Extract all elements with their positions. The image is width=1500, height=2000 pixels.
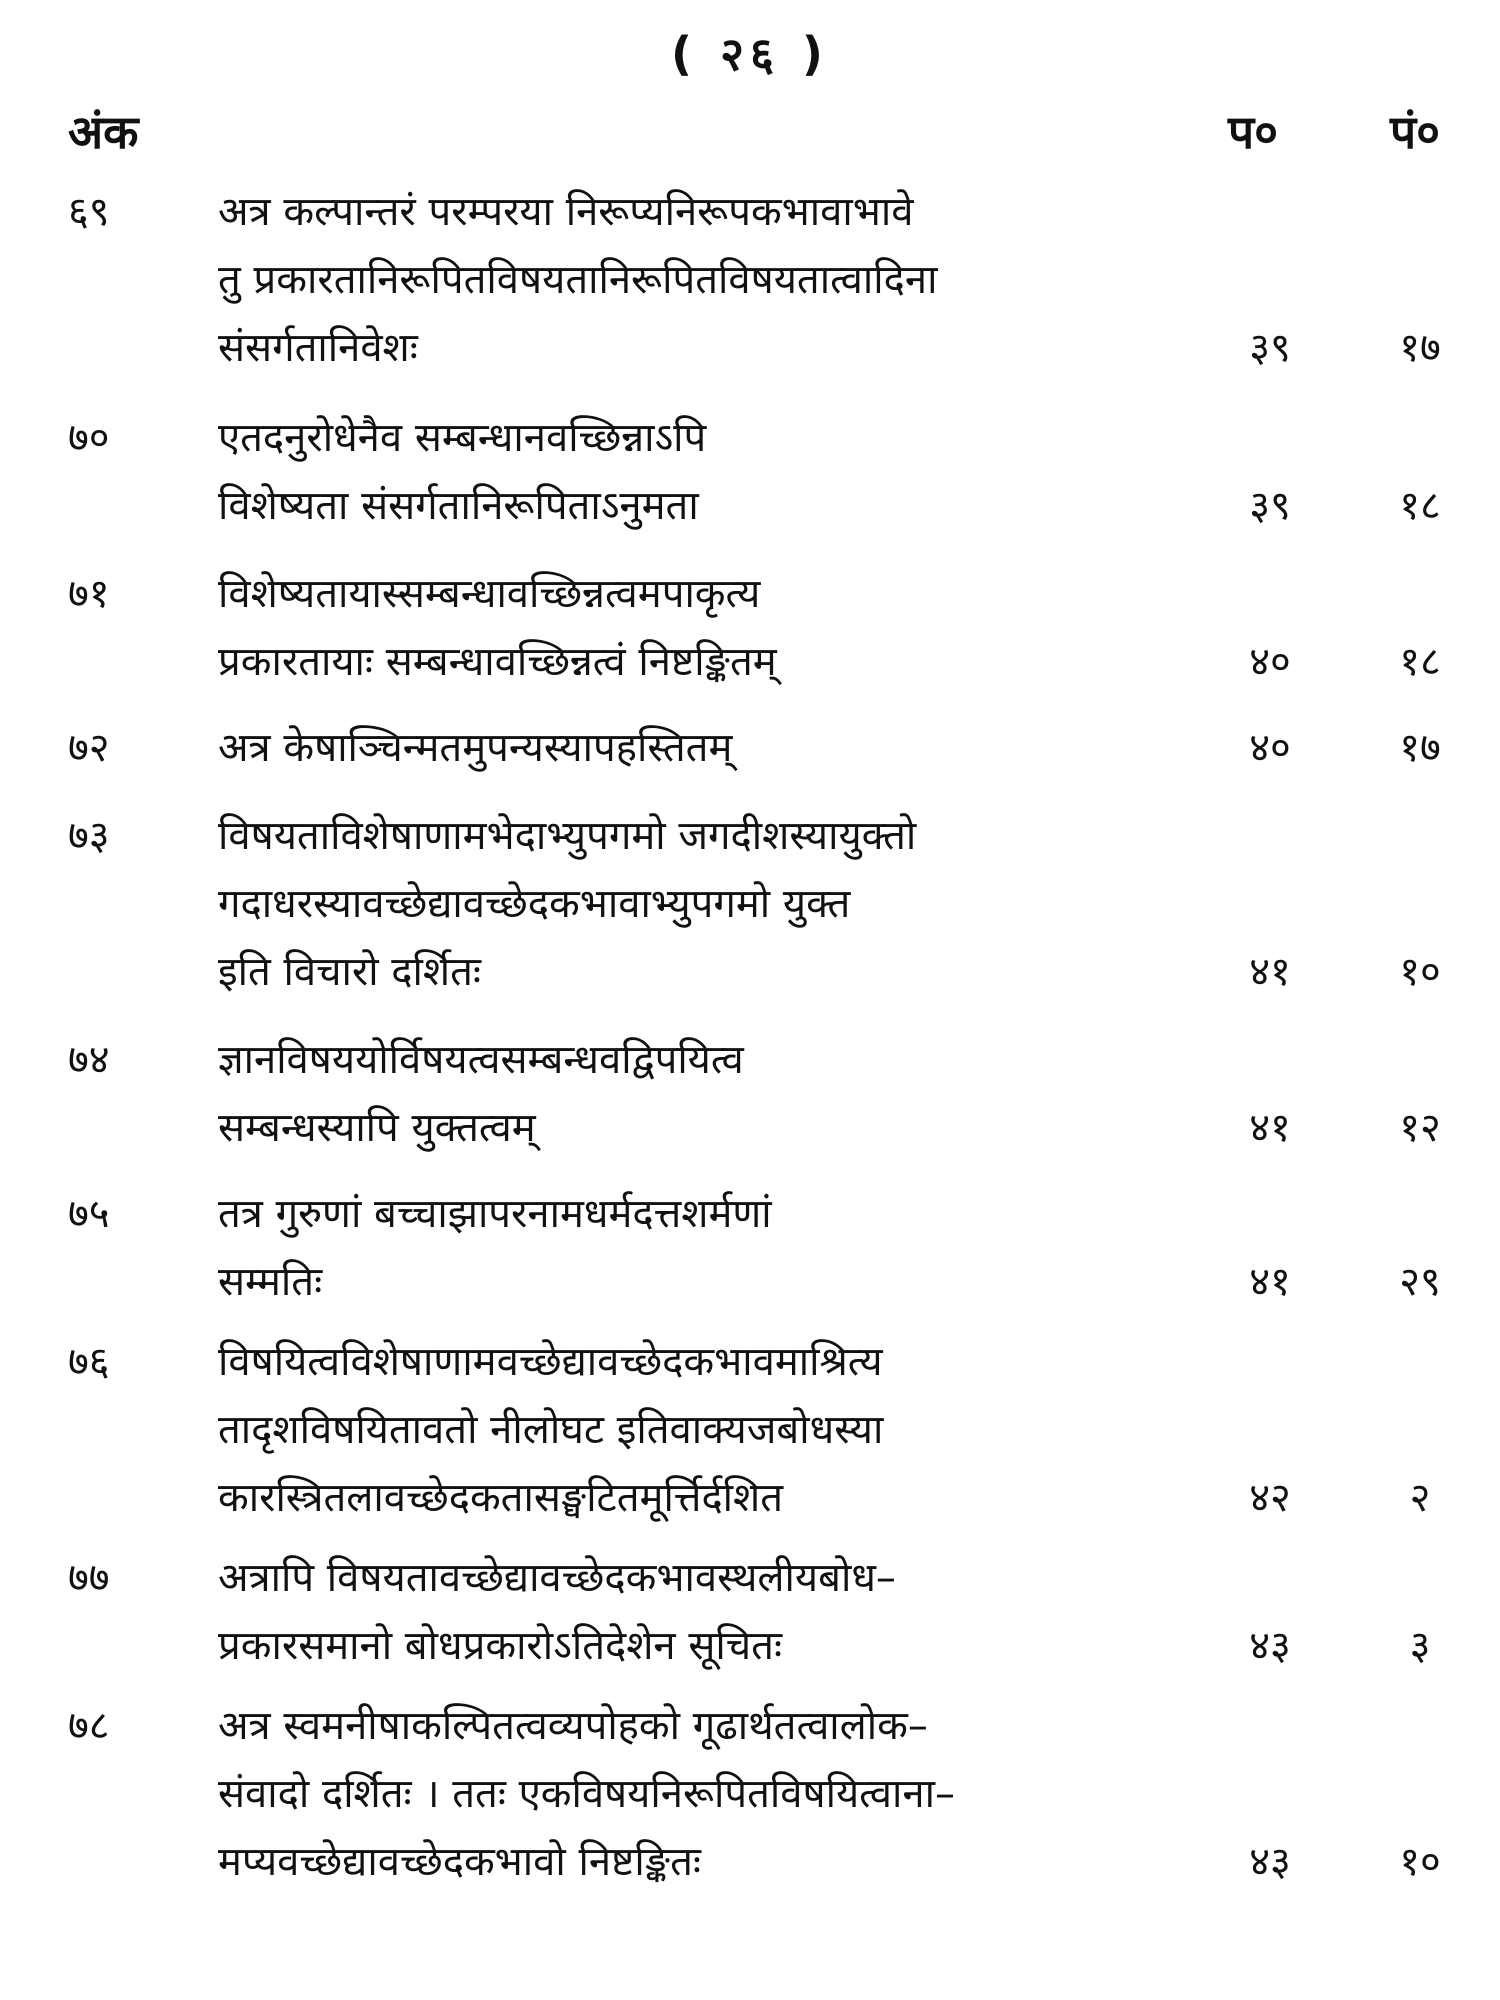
entry-text-line: मप्यवच्छेद्यावच्छेदकभावो निष्टङ्कितः xyxy=(218,1839,701,1885)
entry-page: ३९ xyxy=(1249,483,1291,529)
entry-text-line: प्रकारतायाः सम्बन्धावच्छिन्नत्वं निष्टङ्कितम् xyxy=(218,639,777,685)
entry-text-line: प्रकारसमानो बोधप्रकारोऽतिदेशेन सूचितः xyxy=(218,1623,783,1669)
entry-number: ६९ xyxy=(68,189,110,235)
entry-text-line: विशेष्यता संसर्गतानिरूपिताऽनुमता xyxy=(218,483,699,529)
entry-text-line: कारस्त्रितलावच्छेदकतासङ्घटितमूर्त्तिर्दशित xyxy=(218,1475,784,1521)
entry-line: १८ xyxy=(1399,639,1441,685)
entry-number: ७७ xyxy=(68,1555,110,1601)
entry-text-line: इति विचारो दर्शितः xyxy=(218,949,481,995)
entry-text-line: अत्र केषाञ्चिन्मतमुपन्यस्यापहस्तितम् xyxy=(218,725,733,771)
entry-text-line: अत्रापि विषयतावच्छेद्यावच्छेदकभावस्थलीयबोध– xyxy=(218,1555,896,1601)
index-entry xyxy=(0,404,1500,540)
entry-line: १२ xyxy=(1399,1105,1441,1151)
entry-page: ३९ xyxy=(1249,325,1291,371)
entry-page: ४० xyxy=(1249,639,1291,685)
entry-line: १७ xyxy=(1399,725,1441,771)
entry-text xyxy=(218,178,1238,382)
index-entry xyxy=(0,802,1500,1006)
entry-line: १८ xyxy=(1399,483,1441,529)
entry-text-line: ज्ञानविषययोर्विषयत्वसम्बन्धवद्विपयित्व xyxy=(218,1037,744,1083)
entry-text xyxy=(218,404,1238,540)
entry-number: ७१ xyxy=(68,571,110,617)
entry-number: ७० xyxy=(68,415,110,461)
index-entry xyxy=(0,560,1500,696)
header-number-label: अंक xyxy=(68,105,139,159)
entry-text-line: संवादो दर्शितः । ततः एकविषयनिरूपितविषयित्वाना– xyxy=(218,1771,955,1817)
entry-line: २ xyxy=(1409,1475,1431,1521)
column-header xyxy=(0,100,1500,160)
entry-line: १७ xyxy=(1399,325,1441,371)
entry-page: ४२ xyxy=(1249,1475,1291,1521)
entry-text-line: एतदनुरोधेनैव सम्बन्धानवच्छिन्नाऽपि xyxy=(218,415,707,461)
entry-text-line: तादृशविषयितावतो नीलोघट इतिवाक्यजबोधस्या xyxy=(218,1407,884,1453)
entry-text-line: अत्र स्वमनीषाकल्पितत्वव्यपोहको गूढार्थतत्वालोक– xyxy=(218,1703,928,1749)
entry-text-line: अत्र कल्पान्तरं परम्परया निरूप्यनिरूपकभावाभावे xyxy=(218,189,914,235)
entry-text-line: तु प्रकारतानिरूपितविषयतानिरूपितविषयतात्वादिना xyxy=(218,257,938,303)
entry-text xyxy=(218,1544,1238,1680)
index-entry xyxy=(0,178,1500,382)
entry-line: ३ xyxy=(1409,1623,1431,1669)
entry-text-line: विषयित्वविशेषाणामवच्छेद्यावच्छेदकभावमाश्रित्य xyxy=(218,1339,883,1385)
entry-line: १० xyxy=(1399,1839,1441,1885)
entry-text xyxy=(218,1026,1238,1162)
entry-page: ४३ xyxy=(1249,1839,1291,1885)
entry-text xyxy=(218,802,1238,1006)
entry-text-line: तत्र गुरुणां बच्चाझापरनामधर्मदत्तशर्मणां xyxy=(218,1191,772,1237)
entry-text xyxy=(218,1328,1238,1532)
index-entry xyxy=(0,1328,1500,1532)
header-page-label: प० xyxy=(1228,105,1279,159)
index-entry xyxy=(0,1692,1500,1896)
entry-text xyxy=(218,1692,1238,1896)
entry-number: ७५ xyxy=(68,1191,110,1237)
entry-number: ७६ xyxy=(68,1339,110,1385)
entry-page: ४३ xyxy=(1249,1623,1291,1669)
page-number: ( २६ ) xyxy=(671,27,829,81)
entry-text xyxy=(218,714,1238,782)
entry-page: ४१ xyxy=(1249,949,1291,995)
entry-number: ७३ xyxy=(68,813,110,859)
entry-text xyxy=(218,1180,1238,1316)
entry-text-line: सम्बन्धस्यापि युक्तत्वम् xyxy=(218,1105,536,1151)
index-entry xyxy=(0,1180,1500,1316)
entry-number: ७४ xyxy=(68,1037,110,1083)
entry-number: ७८ xyxy=(68,1703,110,1749)
index-entries xyxy=(0,178,1500,1896)
entry-text-line: सम्मतिः xyxy=(218,1259,323,1305)
index-entry xyxy=(0,1544,1500,1680)
entry-text-line: संसर्गतानिवेशः xyxy=(218,325,418,371)
entry-text xyxy=(218,560,1238,696)
entry-text-line: विषयताविशेषाणामभेदाभ्युपगमो जगदीशस्यायुक्तो xyxy=(218,813,917,859)
entry-page: ४० xyxy=(1249,725,1291,771)
index-entry xyxy=(0,1026,1500,1162)
entry-page: ४१ xyxy=(1249,1259,1291,1305)
entry-text-line: गदाधरस्यावच्छेद्यावच्छेदकभावाभ्युपगमो युक्त xyxy=(218,881,851,927)
entry-line: २९ xyxy=(1399,1259,1441,1305)
entry-number: ७२ xyxy=(68,725,110,771)
index-entry xyxy=(0,714,1500,782)
entry-page: ४१ xyxy=(1249,1105,1291,1151)
entry-text-line: विशेष्यतायास्सम्बन्धावच्छिन्नत्वमपाकृत्य xyxy=(218,571,761,617)
header-line-label: पं० xyxy=(1390,105,1441,159)
entry-line: १० xyxy=(1399,949,1441,995)
